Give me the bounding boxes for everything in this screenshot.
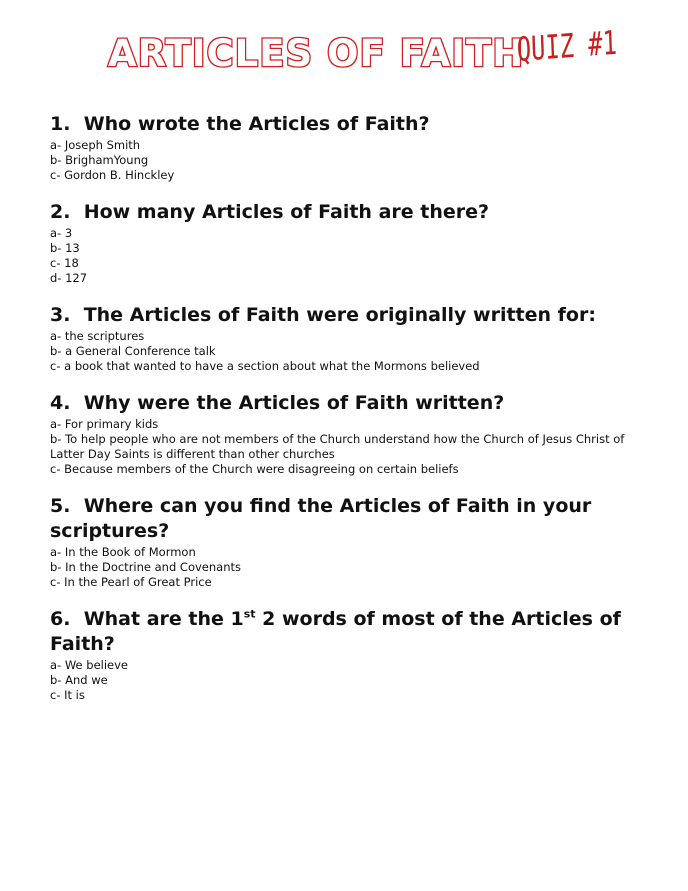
question-prompt: How many Articles of Faith are there?	[83, 201, 490, 223]
question-4	[50, 391, 650, 477]
question-number: 5.	[50, 495, 71, 517]
answer-option: c- It is	[50, 688, 85, 702]
question-2	[50, 200, 650, 286]
answer-option: c- Because members of the Church were disagreeing on certain beliefs	[50, 462, 459, 476]
question-list	[50, 112, 650, 720]
answer-option: c- In the Pearl of Great Price	[50, 575, 212, 589]
answer-list	[50, 545, 650, 590]
quiz-label: QUIZ #1	[516, 22, 618, 69]
question-prompt-end: 2 words of most of the Articles of Faith?	[50, 608, 621, 655]
answer-option: d- 127	[50, 271, 88, 285]
question-prompt: Who wrote the Articles of Faith?	[83, 113, 430, 135]
answer-list	[50, 226, 650, 286]
question-number: 2.	[50, 201, 71, 223]
ordinal-suffix: st	[243, 607, 256, 621]
question-text	[50, 607, 650, 657]
answer-option: b- 13	[50, 241, 80, 255]
answer-option: b- In the Doctrine and Covenants	[50, 560, 241, 574]
answer-list	[50, 138, 650, 183]
answer-option: c- a book that wanted to have a section about what the Mormons believed	[50, 359, 480, 373]
question-prompt: Why were the Articles of Faith written?	[83, 392, 505, 414]
question-prompt-start: What are the 1	[83, 608, 244, 630]
question-number: 6.	[50, 608, 71, 630]
answer-option: a- Joseph Smith	[50, 138, 141, 152]
answer-option: a- 3	[50, 226, 73, 240]
question-prompt: Where can you find the Articles of Faith in your scriptures?	[50, 495, 592, 542]
answer-option: a- In the Book of Mormon	[50, 545, 196, 559]
answer-option: b- And we	[50, 673, 108, 687]
question-prompt: The Articles of Faith were originally written for:	[83, 304, 596, 326]
question-number: 4.	[50, 392, 71, 414]
question-1	[50, 112, 650, 183]
question-text	[50, 494, 650, 544]
question-6	[50, 607, 650, 703]
page-title: ARTICLES OF FAITH	[108, 32, 525, 75]
question-number: 3.	[50, 304, 71, 326]
question-text	[50, 112, 650, 137]
answer-option: b- To help people who are not members of the Church understand how the Church of Jesus Christ of Latter Day Saints is different than other churches	[50, 432, 625, 461]
answer-list	[50, 329, 650, 374]
answer-option: b- a General Conference talk	[50, 344, 216, 358]
question-number: 1.	[50, 113, 71, 135]
question-5	[50, 494, 650, 590]
answer-option: b- BrighamYoung	[50, 153, 149, 167]
question-3	[50, 303, 650, 374]
answer-option: c- 18	[50, 256, 79, 270]
answer-list	[50, 658, 650, 703]
answer-option: c- Gordon B. Hinckley	[50, 168, 175, 182]
question-text	[50, 200, 650, 225]
answer-option: a- For primary kids	[50, 417, 159, 431]
question-text	[50, 303, 650, 328]
answer-option: a- We believe	[50, 658, 129, 672]
page-header	[0, 22, 688, 88]
answer-option: a- the scriptures	[50, 329, 145, 343]
question-text	[50, 391, 650, 416]
answer-list	[50, 417, 650, 477]
